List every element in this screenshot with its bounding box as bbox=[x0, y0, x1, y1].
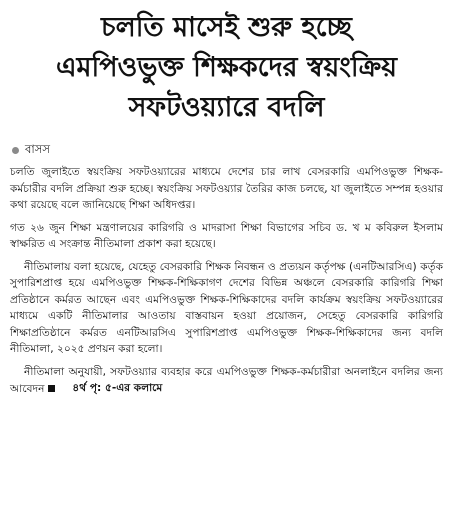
paragraph-1: চলতি জুলাইতে স্বয়ংক্রিয় সফটওয়্যারের মাধ্যমে দেশের চার লাখ বেসরকারি এমপিওভুক্ত শিক্ষক-কর্মচারীর বদলি প্রক্রিয়া শুরু হচ্ছে। স্বয়ংক্রিয় সফটওয়্যার তৈরির কাজ চলছে, যা জুলাইতে সম্পন্ন হওয়ার কথা রয়েছে বলে জানিয়েছে শিক্ষা অধিদপ্তর। bbox=[10, 166, 443, 211]
source-label: বাসস bbox=[25, 141, 50, 156]
headline-line-2: এমপিওভুক্ত শিক্ষকদের স্বয়ংক্রিয় bbox=[55, 52, 398, 83]
paragraph-4 bbox=[10, 364, 443, 398]
headline-line-1: চলতি মাসেই শুরু হচ্ছে bbox=[101, 12, 352, 43]
paragraph-3: নীতিমালায় বলা হয়েছে, যেহেতু বেসরকারি শিক্ষক নিবন্ধন ও প্রত্যয়ন কর্তৃপক্ষ (এনটিআরসিএ) কর্তৃক সুপারিশপ্রাপ্ত হয়ে এমপিওভুক্ত শিক্ষক-শিক্ষিকাগণ দেশের বিভিন্ন অঞ্চলে বেসরকারি কারিগরি শিক্ষা প্রতিষ্ঠানে কর্মরত আছেন এবং এমপিওভুক্ত শিক্ষক-শিক্ষিকাদের বদলি কার্যক্রম স্বয়ংক্রিয় সফটওয়্যারের মাধ্যমে একটি নীতিমালার আওতায় বাস্তবায়ন হওয়া প্রয়োজন, সেহেতু বেসরকারি কারিগরি শিক্ষাপ্রতিষ্ঠানে কর্মরত এনটিআরসিএ সুপারিশপ্রাপ্ত এমপিওভুক্ত শিক্ষক-শিক্ষিকাদের জন্য বদলি নীতিমালা, ২০২৫ প্রণয়ন করা হলো। bbox=[10, 260, 443, 355]
headline-line-3: সফটওয়্যারে বদলি bbox=[128, 92, 325, 123]
jump-label: ৪র্থ পৃ: ৫-এর কলামে bbox=[72, 382, 163, 394]
continuation-jump bbox=[44, 380, 162, 397]
bullet-dot-icon bbox=[12, 147, 19, 154]
square-marker-icon bbox=[48, 385, 55, 392]
paragraph-4-text: নীতিমালা অনুযায়ী, সফটওয়্যার ব্যবহার করে এমপিওভুক্ত শিক্ষক-কর্মচারীরা অনলাইনে বদলির জন্য আবেদন bbox=[10, 365, 443, 395]
headline bbox=[10, 8, 443, 128]
paragraph-2: গত ২৬ জুন শিক্ষা মন্ত্রণালয়ের কারিগরি ও মাদরাসা শিক্ষা বিভাগের সচিব ড. খ ম কবিরুল ইসলাম স্বাক্ষরিত এ সংক্রান্ত নীতিমালা প্রকাশ করা হয়েছে। bbox=[10, 221, 443, 250]
byline bbox=[10, 140, 443, 160]
article-body bbox=[10, 164, 443, 397]
